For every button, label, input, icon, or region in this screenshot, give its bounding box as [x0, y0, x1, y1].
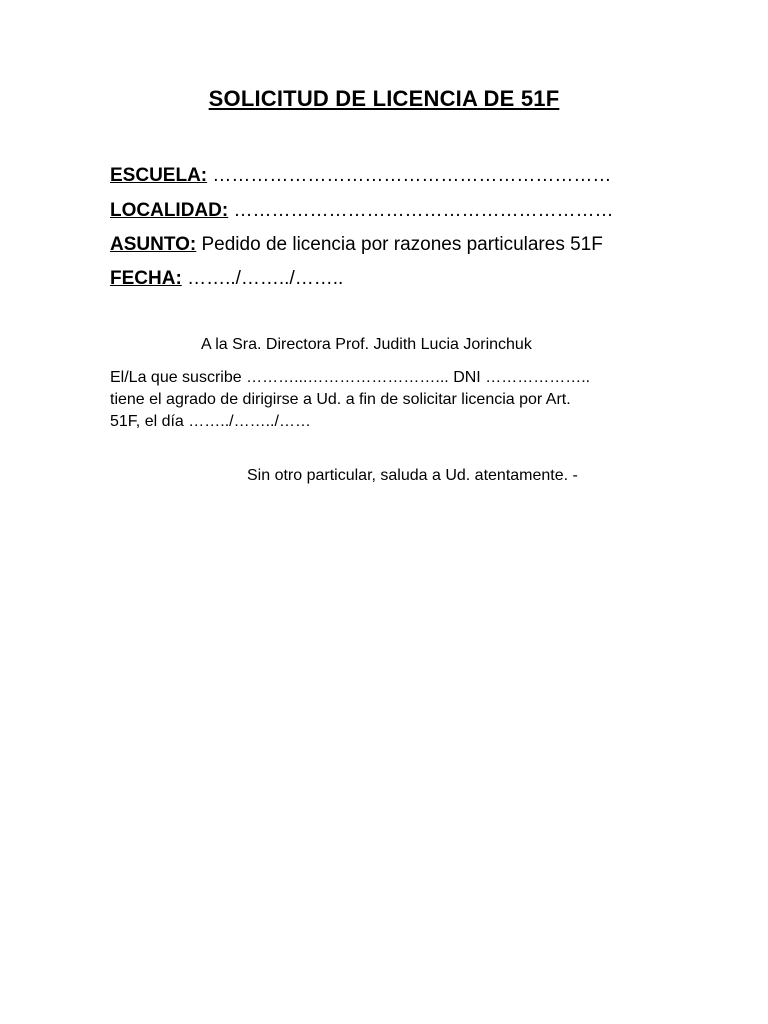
localidad-value: …………………………………………………… — [233, 200, 614, 221]
body-line: 51F, el día ……../……../…… — [110, 413, 311, 430]
escuela-field — [110, 165, 670, 187]
asunto-value: Pedido de licencia por razones particulares 51F — [201, 234, 603, 255]
asunto-label: ASUNTO: — [110, 234, 197, 255]
request-body — [110, 367, 670, 433]
fecha-label: FECHA: — [110, 268, 182, 289]
localidad-label: LOCALIDAD: — [110, 200, 229, 221]
fecha-field — [110, 268, 670, 290]
body-line: tiene el agrado de dirigirse a Ud. a fin de solicitar licencia por Art. — [110, 391, 571, 408]
body-line: El/La que suscribe ………...……………………... DNI ……………….. — [110, 369, 591, 386]
document-title: SOLICITUD DE LICENCIA DE 51F — [208, 86, 560, 111]
localidad-field — [110, 200, 670, 222]
asunto-field — [110, 234, 670, 256]
addressee-line: A la Sra. Directora Prof. Judith Lucia Jorinchuk — [201, 336, 532, 353]
escuela-label: ESCUELA: — [110, 165, 208, 186]
fecha-value: ……../……../…….. — [187, 268, 344, 289]
escuela-value: ……………………………………………………… — [212, 165, 612, 186]
closing-line: Sin otro particular, saluda a Ud. atentamente. - — [247, 467, 578, 484]
